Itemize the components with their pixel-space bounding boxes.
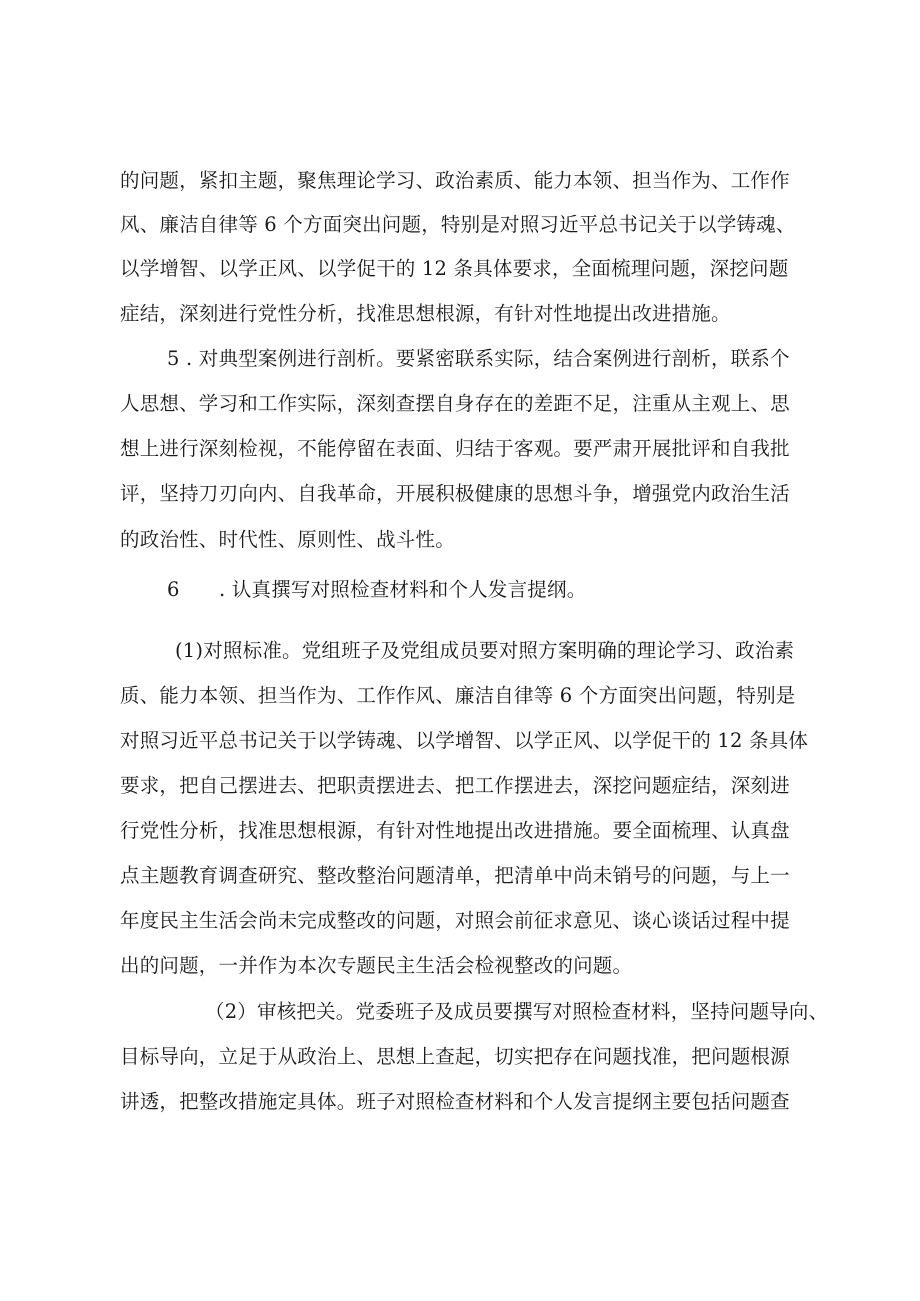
text-line: 年度民主生活会尚未完成整改的问题，对照会前征求意见、谈心谈话过程中提 <box>120 909 790 932</box>
text-line: 评，坚持刀刃向内、自我革命，开展积极健康的思想斗争，增强党内政治生活 <box>120 482 790 505</box>
text-line: (1)对照标准。党组班子及党组成员要对照方案明确的理论学习、政治素 <box>175 639 795 662</box>
text-line: 风、廉洁自律等 6 个方面突出问题，特别是对照习近平总书记关于以学铸魂、 <box>120 213 796 236</box>
text-line: 质、能力本领、担当作为、工作作风、廉洁自律等 6 个方面突出问题，特别是 <box>120 684 796 707</box>
text-line: 讲透，把整改措施定具体。班子对照检查材料和个人发言提纲主要包括问题查 <box>120 1090 790 1113</box>
text-line: 点主题教育调查研究、整改整治问题清单，把清单中尚未销号的问题，与上一 <box>120 864 790 887</box>
text-line: 行党性分析，找准思想根源，有针对性地提出改进措施。要全面梳理、认真盘 <box>120 819 790 842</box>
text-line: 要求，把自己摆进去、把职责摆进去、把工作摆进去，深挖问题症结，深刻进 <box>120 774 790 797</box>
text-line: 以学增智、以学正风、以学促干的 12 条具体要求，全面梳理问题，深挖问题 <box>120 257 789 280</box>
text-line: 的问题，紧扣主题，聚焦理论学习、政治素质、能力本领、担当作为、工作作 <box>120 169 790 192</box>
text-line: 想上进行深刻检视，不能停留在表面、归结于客观。要严肃开展批评和自我批 <box>120 437 790 460</box>
text-line: 对照习近平总书记关于以学铸魂、以学增智、以学正风、以学促干的 12 条具体 <box>120 729 809 752</box>
text-line: 出的问题，一并作为本次专题民主生活会检视整改的问题。 <box>120 954 633 977</box>
text-line: （2）审核把关。党委班子及成员要撰写对照检查材料，坚持问题导向、 <box>205 1000 829 1023</box>
section-heading: 6 . 认真撰写对照检查材料和个人发言提纲。 <box>167 578 587 601</box>
text-line: 的政治性、时代性、原则性、战斗性。 <box>120 528 455 551</box>
text-line: 目标导向，立足于从政治上、思想上查起，切实把存在问题找准，把问题根源 <box>120 1045 790 1068</box>
text-line: 5 . 对典型案例进行剖析。要紧密联系实际，结合案例进行剖析，联系个 <box>167 347 790 370</box>
text-line: 人思想、学习和工作实际，深刻查摆自身存在的差距不足，注重从主观上、思 <box>120 392 790 415</box>
text-line: 症结，深刻进行党性分析，找准思想根源，有针对性地提出改进措施。 <box>120 302 731 325</box>
